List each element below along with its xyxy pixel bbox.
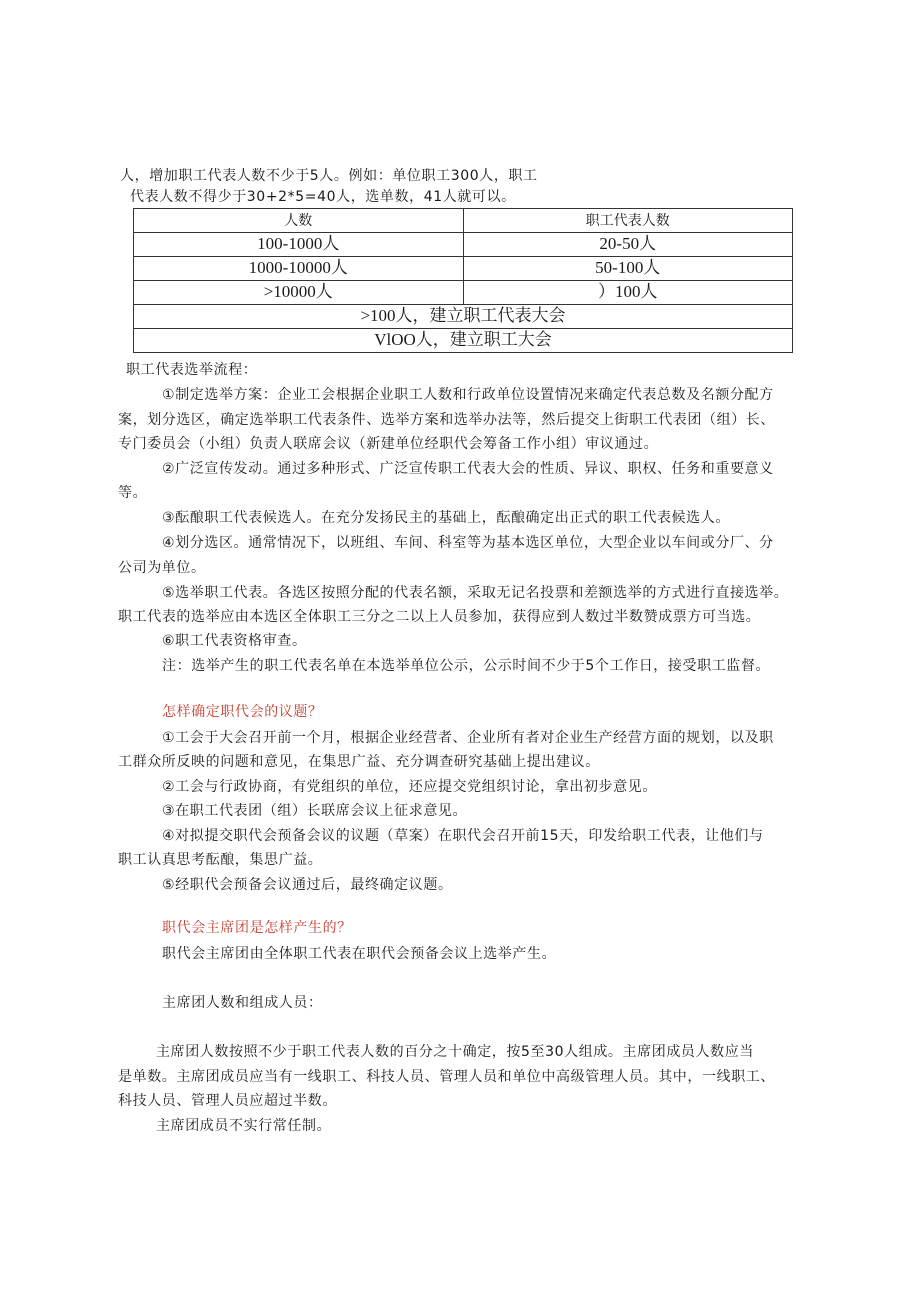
table-merged-cell: VlOO人，建立职工大会	[374, 330, 552, 349]
intro-line-2: 代表人数不得少于30+2*5=40人，选单数，41人就可以。	[130, 189, 516, 205]
table-cell: 100-1000人	[257, 234, 340, 253]
election-note: 注：选举产生的职工代表名单在本选举单位公示，公示时间不少于5个工作日，接受职工监督。	[162, 658, 771, 674]
election-line: ③酝酿职工代表候选人。在充分发扬民主的基础上，酝酿确定出正式的职工代表候选人。	[162, 510, 730, 526]
election-line: 公司为单位。	[118, 560, 206, 576]
election-line: 职工代表的选举应由本选区全体职工三分之二以上人员参加，获得应到人数过半数赞成票方可当选。	[118, 609, 761, 625]
table-row	[134, 257, 793, 281]
header-cell-people: 人数	[134, 209, 464, 233]
table-row	[134, 233, 793, 257]
intro-line-1: 人，增加职工代表人数不少于5人。例如：单位职工300人，职工	[120, 168, 538, 184]
table-cell: >10000人	[263, 282, 333, 301]
table-cell: 20-50人	[599, 234, 657, 253]
presidium-answer: 职代会主席团由全体职工代表在职代会预备会议上选举产生。	[162, 946, 557, 962]
election-title: 职工代表选举流程：	[126, 362, 258, 378]
table-merged-row	[134, 329, 793, 353]
presidium-line: 是单数。主席团成员应当有一线职工、科技人员、管理人员和单位中高级管理人员。其中，一线职工、	[118, 1069, 775, 1085]
election-line: ④划分选区。通常情况下，以班组、车间、科室等为基本选区单位，大型企业以车间或分厂、分	[162, 535, 774, 551]
election-line: 案，划分选区，确定选举职工代表条件、选举方案和选举办法等，然后提交上街职工代表团（组）长、	[118, 412, 775, 428]
agenda-line: ③在职工代表团（组）长联席会议上征求意见。	[162, 803, 468, 819]
presidium-line: 主席团人数按照不少于职工代表人数的百分之十确定，按5至30人组成。主席团成员人数应当	[156, 1044, 754, 1060]
agenda-line: 工群众所反映的问题和意见，在集思广益、充分调查研究基础上提出建议。	[118, 754, 600, 770]
representative-count-table	[133, 208, 793, 353]
presidium-line: 主席团成员不实行常任制。	[156, 1118, 332, 1134]
agenda-line: 职工认真思考酝酿，集思广益。	[118, 852, 323, 868]
election-line: 等。	[118, 485, 148, 501]
table-merged-cell: >100人，建立职工代表大会	[360, 306, 566, 325]
header-cell-reps: 职工代表人数	[463, 209, 793, 233]
agenda-heading: 怎样确定职代会的议题？	[162, 704, 323, 720]
table-cell: 1000-10000人	[248, 258, 348, 277]
presidium-heading: 职代会主席团是怎样产生的？	[162, 920, 352, 936]
election-line: 专门委员会（小组）负责人联席会议（新建单位经职代会筹备工作小组）审议通过。	[118, 436, 659, 452]
election-line: ②广泛宣传发动。通过多种形式、广泛宣传职工代表大会的性质、异议、职权、任务和重要意义	[162, 461, 774, 477]
agenda-line: ④对拟提交职代会预备会议的议题（草案）在职代会召开前15天，印发给职工代表，让他们与	[162, 828, 764, 844]
presidium-subheading: 主席团人数和组成人员：	[162, 995, 323, 1011]
agenda-line: ①工会于大会召开前一个月，根据企业经营者、企业所有者对企业生产经营方面的规划，以及职	[162, 730, 774, 746]
table-row	[134, 281, 793, 305]
election-line: ①制定选举方案：企业工会根据企业职工人数和行政单位设置情况来确定代表总数及名额分配方	[162, 387, 774, 403]
table-merged-row	[134, 305, 793, 329]
table-cell: ）100人	[598, 282, 658, 301]
election-line: ⑤选举职工代表。各选区按照分配的代表名额，采取无记名投票和差额选举的方式进行直接选举。	[162, 585, 789, 601]
presidium-line: 科技人员、管理人员应超过半数。	[118, 1093, 337, 1109]
agenda-line: ②工会与行政协商，有党组织的单位，还应提交党组织讨论，拿出初步意见。	[162, 779, 657, 795]
agenda-line: ⑤经职代会预备会议通过后，最终确定议题。	[162, 877, 453, 893]
election-line: ⑥职工代表资格审查。	[162, 633, 307, 649]
table-cell: 50-100人	[595, 258, 661, 277]
table-header-row	[134, 209, 793, 233]
